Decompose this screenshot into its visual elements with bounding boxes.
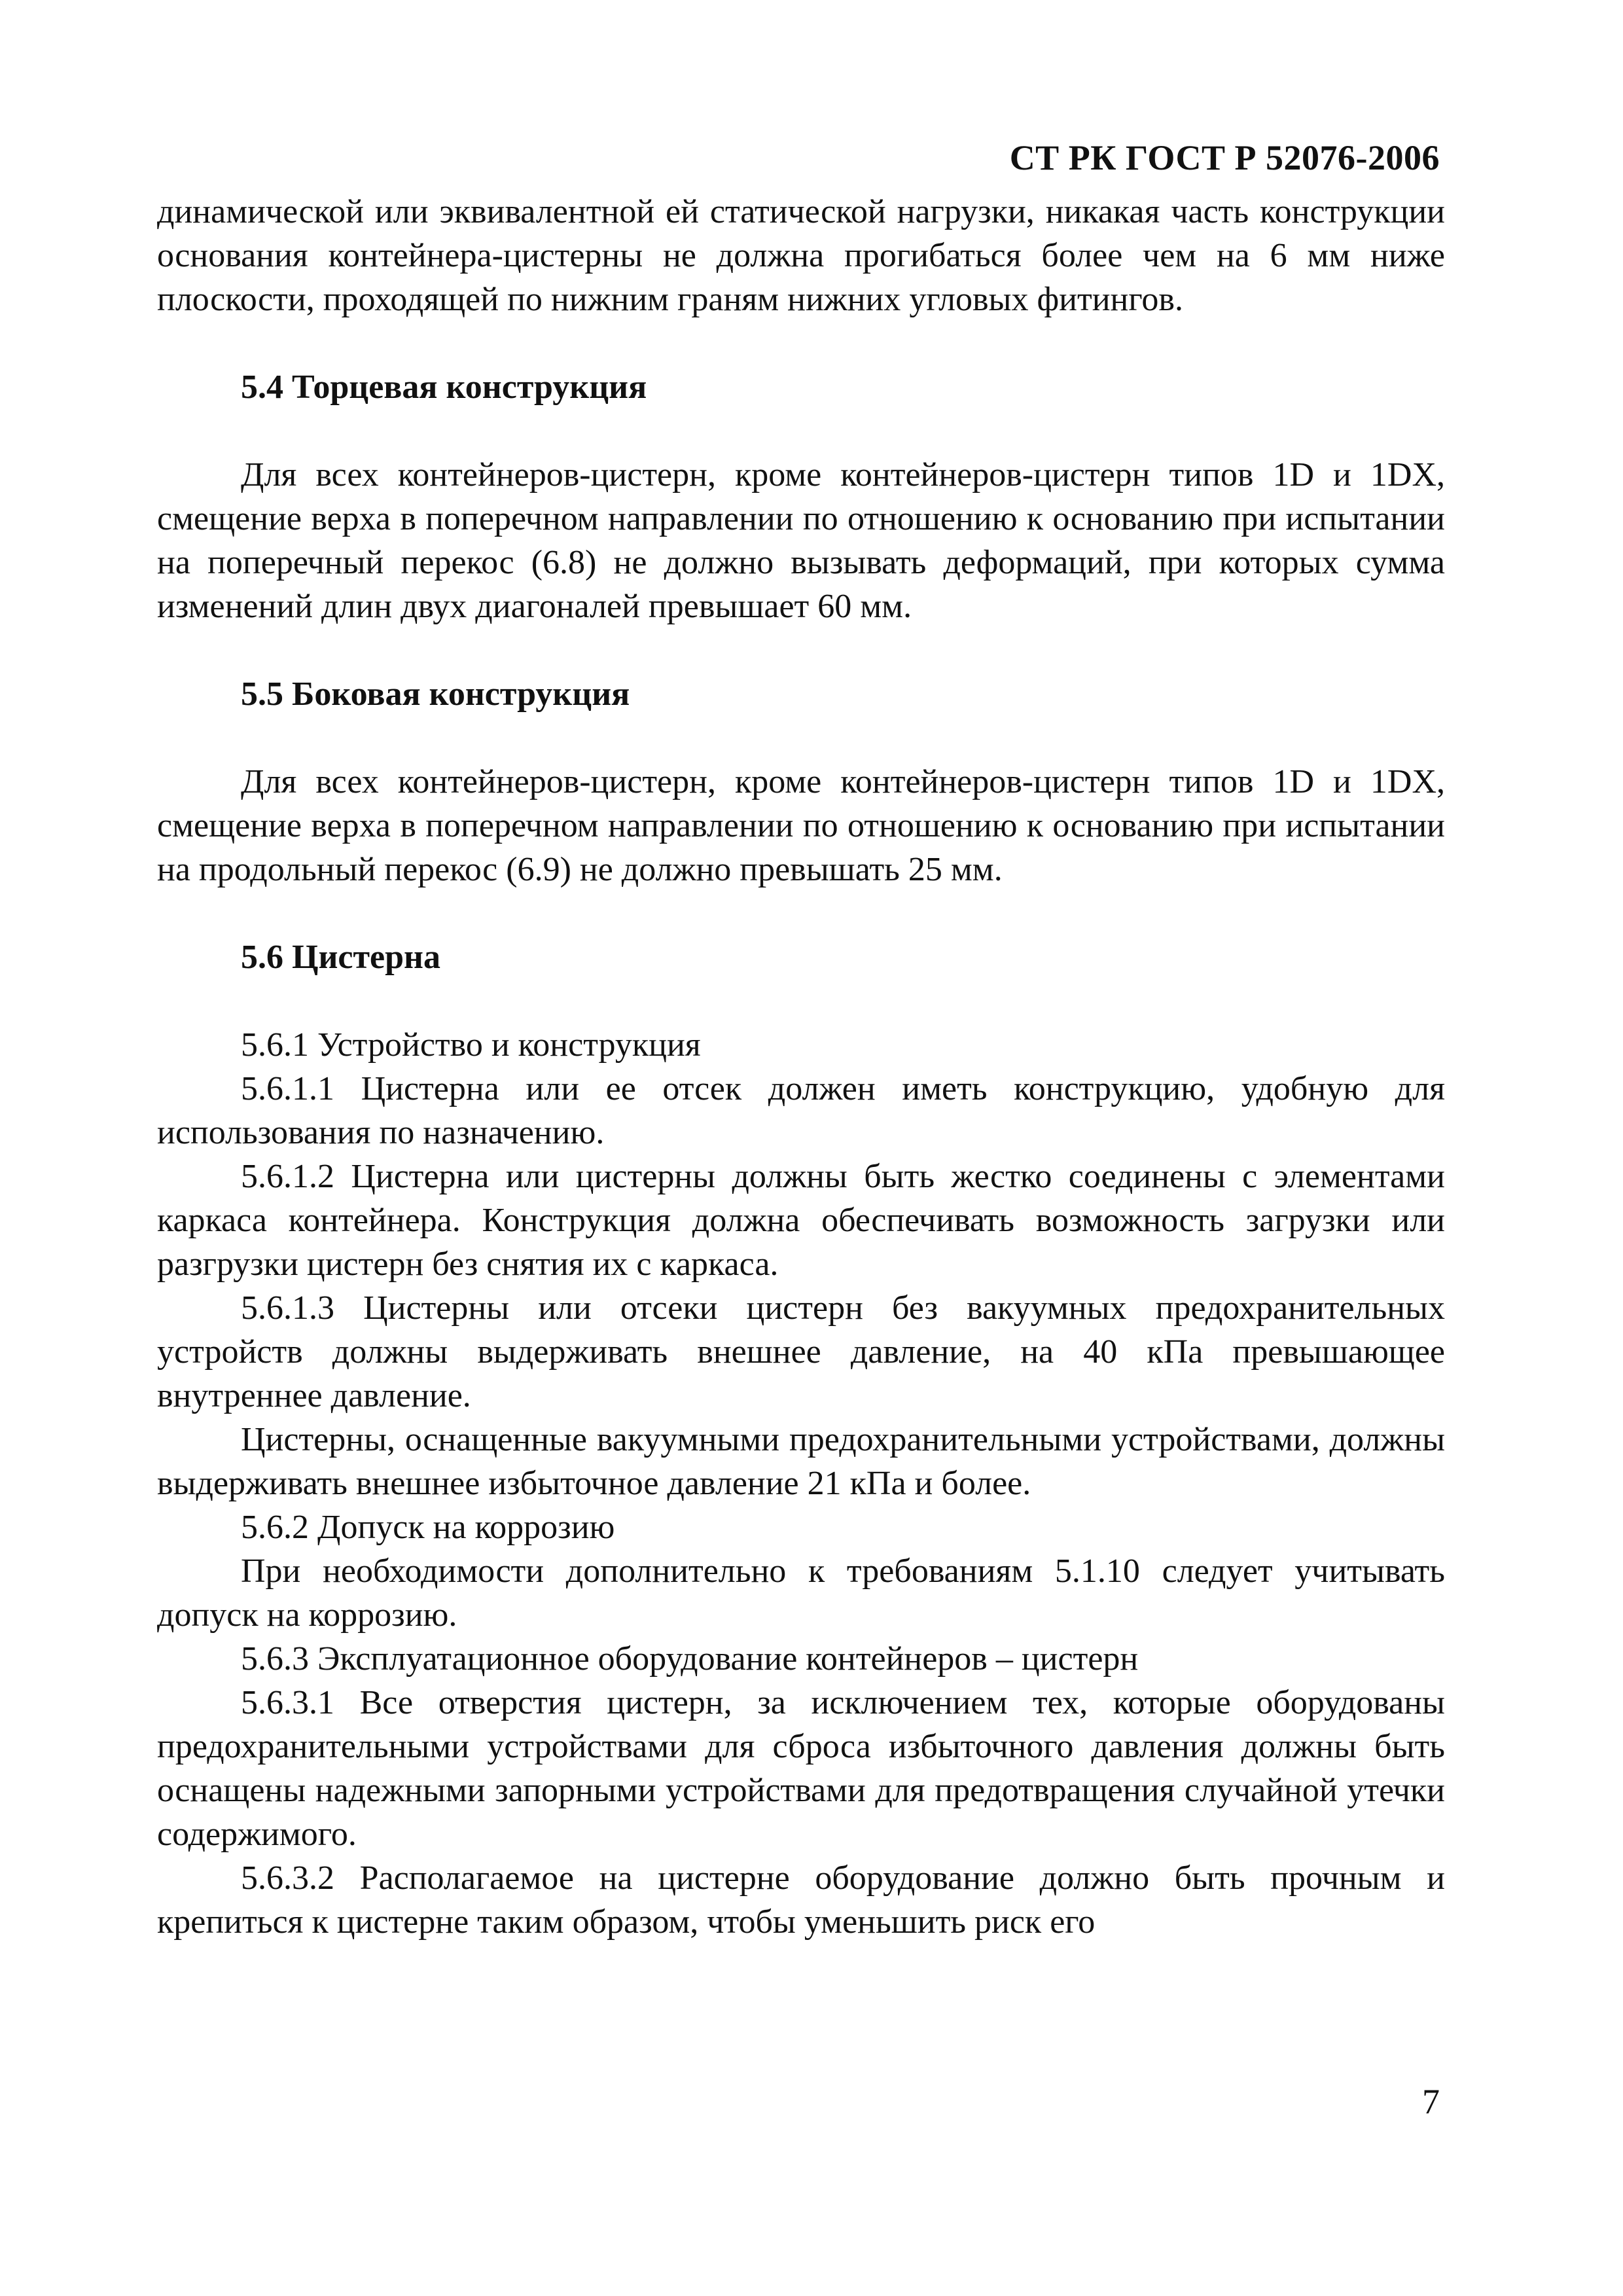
paragraph-5-6-3: 5.6.3 Эксплуатационное оборудование контейнеров – цистерн: [241, 1640, 1139, 1677]
spacer: [157, 628, 1445, 672]
section-heading-5-4: 5.4 Торцевая конструкция: [241, 368, 647, 406]
paragraph-5-5: Для всех контейнеров-цистерн, кроме контейнеров-цистерн типов 1D и 1DX, смещение верха в поперечном направлении по отношению к основанию при испытании на продольный перекос (6.9) не должно превышать 25 мм.: [157, 763, 1445, 888]
section-heading-5-5: 5.5 Боковая конструкция: [241, 675, 630, 713]
paragraph-5-6-1-2: 5.6.1.2 Цистерна или цистерны должны быть жестко соединены с элементами каркаса контейнера. Конструкция должна обеспечивать возможность загрузки или разгрузки цистерн без снятия их с каркаса.: [157, 1158, 1445, 1283]
spacer: [157, 979, 1445, 1023]
paragraph-5-6-3-2: 5.6.3.2 Располагаемое на цистерне оборудование должно быть прочным и крепиться к цистерне таким образом, чтобы уменьшить риск его: [157, 1859, 1445, 1941]
paragraph-5-4: Для всех контейнеров-цистерн, кроме контейнеров-цистерн типов 1D и 1DX, смещение верха в поперечном направлении по отношению к основанию при испытании на поперечный перекос (6.8) не должно вызывать деформаций, при которых сумма изменений длин двух диагоналей превышает 60 мм.: [157, 456, 1445, 625]
spacer: [157, 716, 1445, 760]
paragraph-5-6-1-3: 5.6.1.3 Цистерны или отсеки цистерн без вакуумных предохранительных устройств должны выдерживать внешнее давление, на 40 кПа превышающее внутреннее давление.: [157, 1289, 1445, 1414]
paragraph-continuation: динамической или эквивалентной ей статической нагрузки, никакая часть конструкции основания контейнера-цистерны не должна прогибаться более чем на 6 мм ниже плоскости, проходящей по нижним граням нижних угловых фитингов.: [157, 193, 1445, 318]
paragraph-5-6-1-1: 5.6.1.1 Цистерна или ее отсек должен иметь конструкцию, удобную для использования по назначению.: [157, 1070, 1445, 1151]
paragraph-5-6-2: 5.6.2 Допуск на коррозию: [241, 1509, 615, 1546]
paragraph-5-6-1-3-continued: Цистерны, оснащенные вакуумными предохранительными устройствами, должны выдерживать внешнее избыточное давление 21 кПа и более.: [157, 1421, 1445, 1502]
document-body: [157, 190, 1445, 1944]
spacer: [157, 409, 1445, 453]
section-heading-5-6: 5.6 Цистерна: [241, 939, 440, 976]
document-header-id: СТ РК ГОСТ Р 52076-2006: [1009, 138, 1440, 177]
paragraph-5-6-2-continued: При необходимости дополнительно к требованиям 5.1.10 следует учитывать допуск на коррозию.: [157, 1552, 1445, 1634]
paragraph-5-6-3-1: 5.6.3.1 Все отверстия цистерн, за исключением тех, которые оборудованы предохранительными устройствами для сброса избыточного давления должны быть оснащены надежными запорными устройствами для предотвращения случайной утечки содержимого.: [157, 1684, 1445, 1853]
spacer: [157, 891, 1445, 935]
page-number: 7: [1422, 2082, 1440, 2121]
spacer: [157, 321, 1445, 365]
paragraph-5-6-1: 5.6.1 Устройство и конструкция: [241, 1026, 701, 1064]
